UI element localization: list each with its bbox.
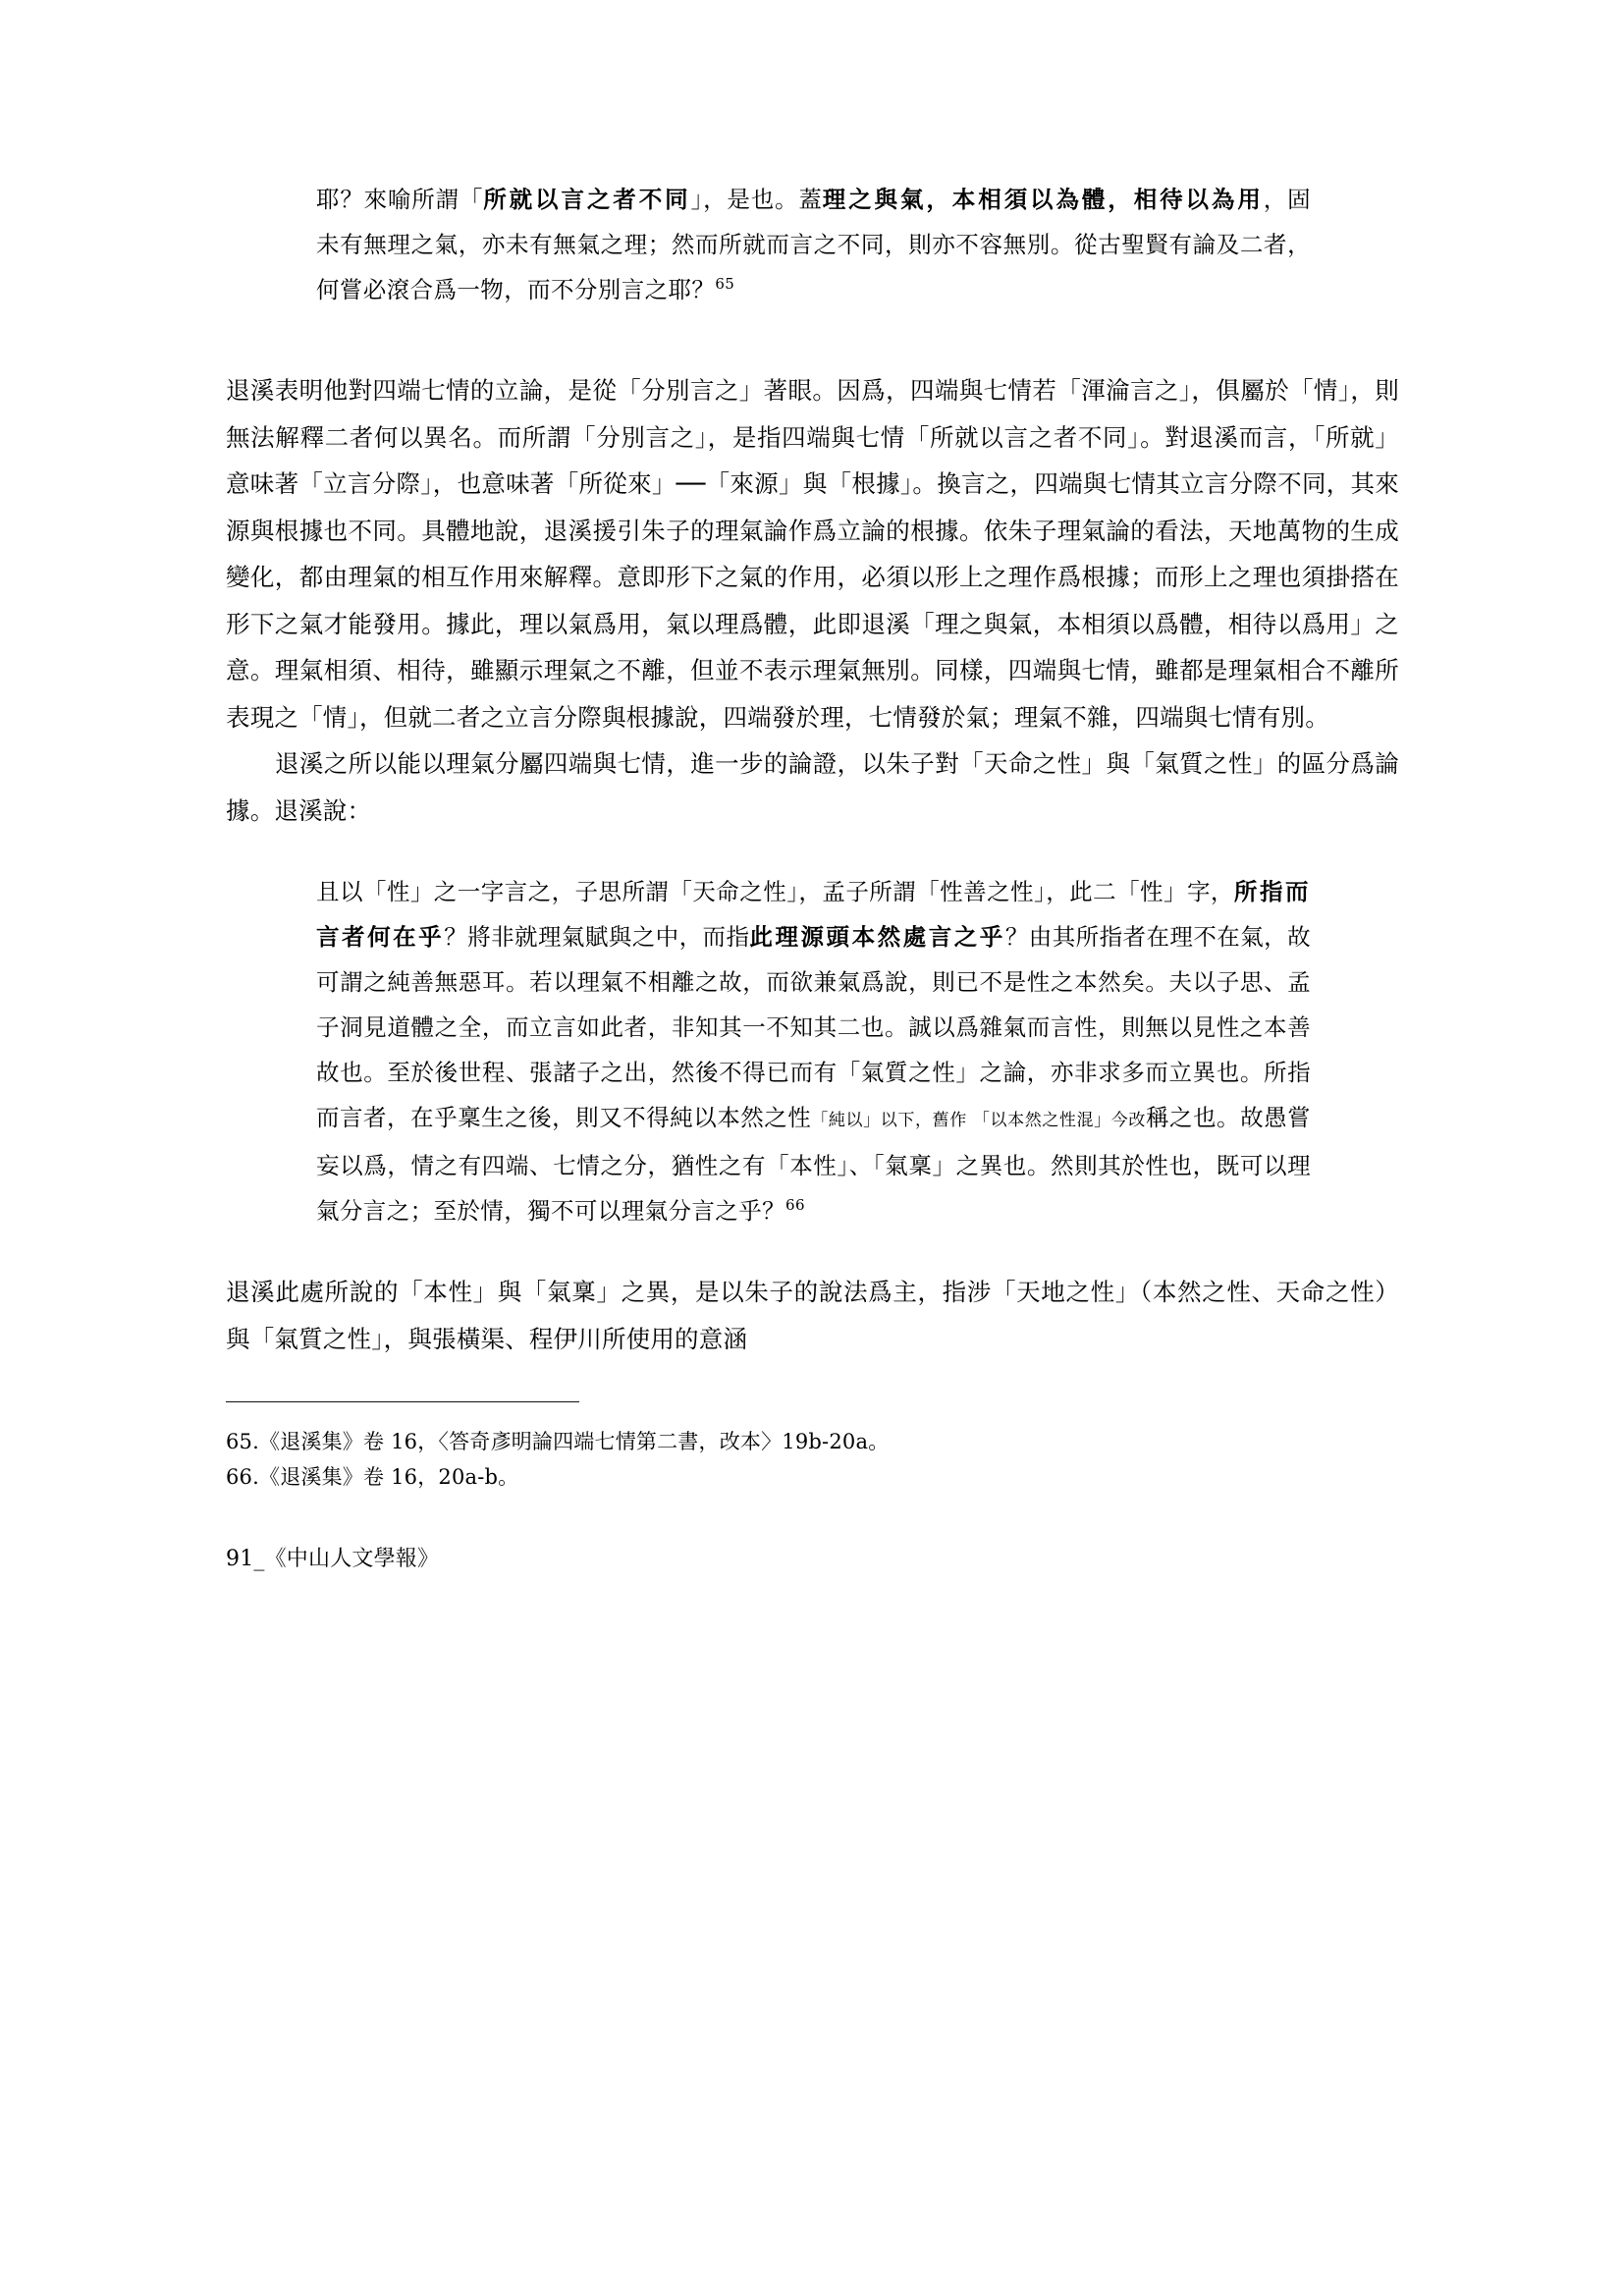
footnote-marker-65: 65 xyxy=(715,275,735,294)
spacer-2 xyxy=(226,834,1399,869)
quote-second-text xyxy=(316,869,1311,1233)
quote2-seg-normal-3: ？由其所指者在理不在氣，故可謂之純善無惡耳。若以理氣不相離之故，而欲兼氣爲說，則已不是性之本然矣。夫以子思、孟子洞見道體之全，而立言如此者，非知其一不知其二也。誠以爲雜氣而言性，則無以見性之本善故也。至於後世程、張諸子之出，然後不得已而有「氣質之性」之論，亦非求多而立異也。所指而言者，在乎稟生之後，則又不得純以本然之性 xyxy=(316,923,1312,1131)
quote-seg-emphasis: 所就以言之者不同 xyxy=(483,186,691,213)
quote-seg-normal-2: 」，是也。蓋 xyxy=(690,186,823,213)
block-quote-second xyxy=(226,869,1399,1233)
quote-seg-normal-3: ，固未有無理之氣，亦未有無氣之理；然而所就而言之不同，則亦不容無別。從古聖賢有論及二者，何嘗必滾合爲一物，而不分別言之耶？ xyxy=(316,186,1311,303)
spacer-3 xyxy=(226,1233,1399,1269)
page-footer: 91_《中山人文學報》 xyxy=(226,1547,440,1571)
quote2-seg-normal-2: ？將非就理氣賦與之中，而指 xyxy=(444,923,750,951)
quote2-seg-normal: 且以「性」之一字言之，子思所謂「天命之性」，孟子所謂「性善之性」，此二「性」字， xyxy=(316,878,1234,905)
page-content xyxy=(226,177,1399,1572)
quote2-seg-normal-4: 稱之也。故愚嘗妄以爲，情之有四端、七情之分，猶性之有「本性」、「氣稟」之異也。然則其於性也，既可以理氣分言之；至於情，獨不可以理氣分言之乎？ xyxy=(316,1104,1312,1225)
footnote-marker-66: 66 xyxy=(785,1196,805,1215)
quote2-interlinear-note: 「純以」以下，舊作 「以本然之性混」今改 xyxy=(811,1111,1147,1130)
spacer xyxy=(226,342,1399,367)
quote2-seg-emphasis: 所指而言者何在乎 xyxy=(316,878,1312,951)
body-paragraph-3: 退溪此處所說的「本性」與「氣稟」之異，是以朱子的說法爲主，指涉「天地之性」（本然之性、天命之性）與「氣質之性」，與張橫渠、程伊川所使用的意涵 xyxy=(226,1278,1399,1353)
body-paragraph-1: 退溪表明他對四端七情的立論，是從「分別言之」著眼。因爲，四端與七情若「渾淪言之」，俱屬於「情」，則無法解釋二者何以異名。而所謂「分別言之」，是指四端與七情「所就以言之者不同」。對退溪而言，「所就」意味著「立言分際」，也意味著「所從來」──「來源」與「根據」。換言之，四端與七情其立言分際不同，其來源與根據也不同。具體地說，退溪援引朱子的理氣論作爲立論的根據。依朱子理氣論的看法，天地萬物的生成變化，都由理氣的相互作用來解釋。意即形下之氣的作用，必須以形上之理作爲根據；而形上之理也須掛搭在形下之氣才能發用。據此，理以氣爲用，氣以理爲體，此即退溪「理之與氣，本相須以爲體，相待以爲用」之意。理氣相須、相待，雖顯示理氣之不離，但並不表示理氣無別。同樣，四端與七情，雖都是理氣相合不離所表現之「情」，但就二者之立言分際與根據說，四端發於理，七情發於氣；理氣不雜，四端與七情有別。 xyxy=(226,376,1399,732)
quote-first-text xyxy=(316,177,1311,312)
body-paragraph-2: 退溪之所以能以理氣分屬四端與七情，進一步的論證，以朱子對「天命之性」與「氣質之性」的區分爲論據。退溪說： xyxy=(226,749,1399,825)
footnote-65: 65.《退溪集》卷 16，〈答奇彥明論四端七情第二書，改本〉19b-20a。 xyxy=(226,1430,890,1453)
quote-seg-emphasis-2: 理之與氣，本相須以為體，相待以為用 xyxy=(822,186,1264,213)
footnote-separator xyxy=(226,1401,579,1402)
footnote-66: 66.《退溪集》卷 16，20a-b。 xyxy=(226,1465,519,1489)
quote-seg-normal: 耶？來喻所謂「 xyxy=(316,186,484,213)
quote2-seg-emphasis-2: 此理源頭本然處言之乎 xyxy=(749,923,1005,951)
block-quote-first xyxy=(226,177,1399,312)
